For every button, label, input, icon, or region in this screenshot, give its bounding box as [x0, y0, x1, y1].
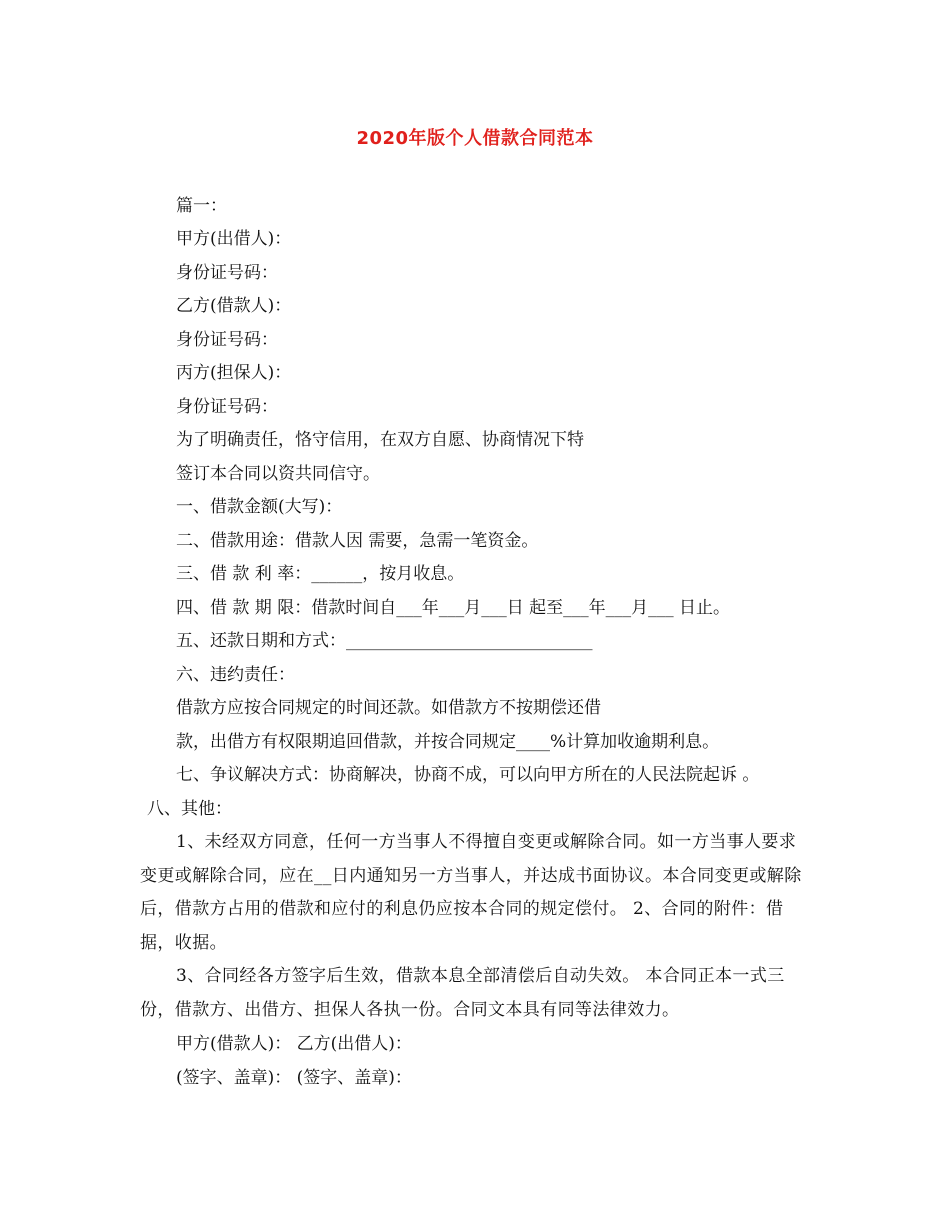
text-line-15: 六、违约责任： — [176, 665, 295, 685]
text-line-6: 丙方(担保人)： — [176, 363, 292, 383]
text-line-18: 七、争议解决方式：协商解决，协商不成，可以向甲方所在的人民法院起诉 。 — [176, 765, 760, 785]
text-line-1: 篇一： — [176, 196, 227, 216]
text-line-5: 身份证号码： — [176, 330, 278, 350]
text-line-10: 一、借款金额(大写)： — [176, 497, 343, 517]
paragraph-1: 1、未经双方同意，任何一方当事人不得擅自变更或解除合同。如一方当事人要求变更或解除合同，应在__日内通知另一方当事人，并达成书面协议。本合同变更或解除后，借款方占用的借款和应付的利息仍应按本合同的规定偿付。 2、合同的附件：借据，收据。 — [140, 832, 802, 953]
text-line-14: 五、还款日期和方式：_____________________________ — [176, 631, 593, 651]
text-line-7: 身份证号码： — [176, 397, 278, 417]
text-line-12: 三、借 款 利 率：______，按月收息。 — [176, 564, 465, 584]
text-line-2: 甲方(出借人)： — [176, 229, 292, 249]
text-line-8: 为了明确责任，恪守信用，在双方自愿、协商情况下特 — [176, 430, 584, 450]
text-line-17: 款，出借方有权限期追回借款，并按合同规定____%计算加收逾期利息。 — [176, 732, 720, 752]
section-8-heading: 八、其他： — [147, 799, 232, 819]
text-line-16: 借款方应按合同规定的时间还款。如借款方不按期偿还借 — [176, 698, 601, 718]
text-line-13: 四、借 款 期 限：借款时间自___年___月___日 起至___年___月___ 日止。 — [176, 598, 731, 618]
text-line-4: 乙方(借款人)： — [176, 296, 292, 316]
text-line-11: 二、借款用途：借款人因 需要，急需一笔资金。 — [176, 531, 539, 551]
signature-parties: 甲方(借款人)： 乙方(出借人)： — [176, 1034, 412, 1054]
text-line-9: 签订本合同以资共同信守。 — [176, 464, 380, 484]
document-title: 2020年版个人借款合同范本 — [356, 128, 594, 149]
signature-seals: (签字、盖章)： (签字、盖章)： — [176, 1068, 412, 1088]
text-line-3: 身份证号码： — [176, 263, 278, 283]
paragraph-2: 3、合同经各方签字后生效，借款本息全部清偿后自动失效。 本合同正本一式三份，借款方、出借方、担保人各执一份。合同文本具有同等法律效力。 — [140, 966, 785, 1020]
